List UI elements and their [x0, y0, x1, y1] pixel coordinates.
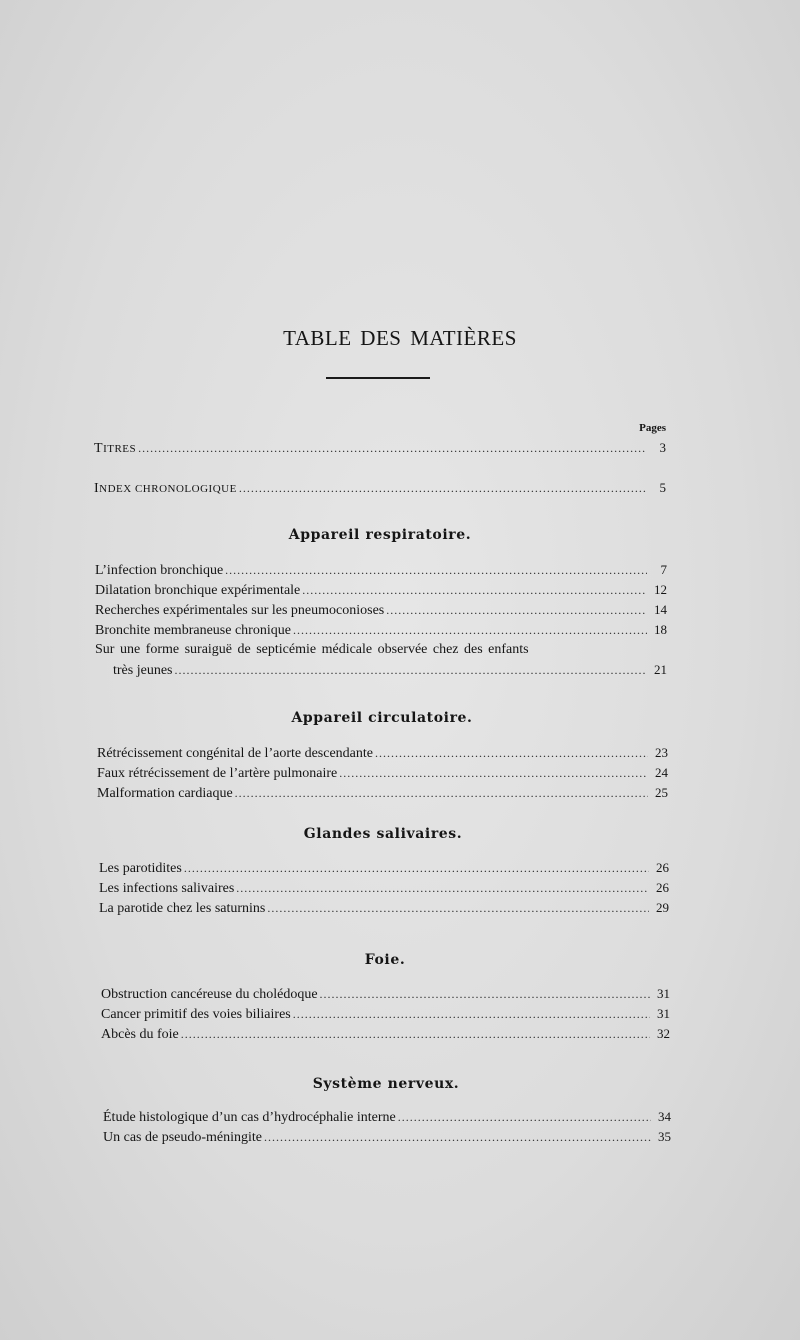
- toc-entry: [97, 743, 668, 763]
- toc-entry-page: 7: [660, 562, 667, 577]
- toc-entry-page: 32: [657, 1026, 670, 1041]
- title-rule: [326, 377, 430, 379]
- toc-entry-label: Bronchite membraneuse chronique: [95, 623, 291, 638]
- toc-leader-dots: [398, 1107, 651, 1127]
- toc-entry-label: Faux rétrécissement de l’artère pulmonaire: [97, 766, 338, 781]
- toc-entry: [99, 898, 669, 918]
- toc-entry: [95, 580, 667, 600]
- toc-entry-page: 18: [654, 622, 667, 637]
- toc-entry: [95, 600, 667, 620]
- toc-entry-label: La parotide chez les saturnins: [99, 901, 266, 916]
- toc-entry-label: Un cas de pseudo-méningite: [103, 1130, 263, 1145]
- toc-entry-label: Abcès du foie: [101, 1027, 179, 1042]
- section-heading-nervous: Système nerveux.: [312, 1076, 460, 1092]
- toc-entry-page: 35: [658, 1129, 671, 1144]
- toc-leader-dots: [302, 580, 647, 600]
- toc-entry-label: Étude histologique d’un cas d’hydrocéphalie interne: [103, 1110, 396, 1125]
- toc-leader-dots: [184, 858, 649, 878]
- section-heading-circulatory: Appareil circulatoire.: [291, 710, 473, 726]
- toc-leader-dots: [239, 478, 646, 498]
- toc-entry-page: 3: [659, 440, 666, 455]
- toc-entry-page: 29: [656, 900, 669, 915]
- toc-entry: [103, 1127, 671, 1147]
- toc-entry-page: 25: [655, 785, 668, 800]
- toc-entry-titres: [94, 438, 666, 458]
- toc-entry-label: Recherches expérimentales sur les pneumoconioses: [95, 603, 385, 618]
- toc-entry-label: TITRES: [94, 441, 137, 456]
- toc-entry: [99, 878, 669, 898]
- toc-entry: [113, 660, 667, 680]
- toc-leader-dots: [236, 878, 649, 898]
- toc-entry-page: 26: [656, 860, 669, 875]
- toc-entry-page: 23: [655, 745, 668, 760]
- toc-leader-dots: [225, 560, 647, 580]
- toc-entry-page: 12: [654, 582, 667, 597]
- toc-leader-dots: [293, 1004, 650, 1024]
- toc-entry-page: 31: [657, 1006, 670, 1021]
- section-heading-liver: Foie.: [364, 952, 406, 968]
- toc-leader-dots: [339, 763, 648, 783]
- pages-column-label: Pages: [639, 422, 666, 434]
- toc-entry-page: 31: [657, 986, 670, 1001]
- toc-leader-dots: [386, 600, 647, 620]
- toc-leader-dots: [375, 743, 648, 763]
- toc-entry: [97, 783, 668, 803]
- toc-leader-dots: [267, 898, 649, 918]
- toc-entry: [95, 620, 667, 640]
- toc-entry: [97, 763, 668, 783]
- toc-entry-label: Cancer primitif des voies biliaires: [101, 1007, 291, 1022]
- toc-leader-dots: [293, 620, 647, 640]
- toc-entry-page: 5: [659, 480, 666, 495]
- toc-entry-label: L’infection bronchique: [95, 563, 224, 578]
- toc-entry-page: 24: [655, 765, 668, 780]
- toc-leader-dots: [235, 783, 648, 803]
- page-title: TABLE DES MATIÈRES: [283, 326, 517, 350]
- toc-entry-page: 14: [654, 602, 667, 617]
- toc-entry-label: Les infections salivaires: [99, 881, 235, 896]
- toc-entry-label: Malformation cardiaque: [97, 786, 233, 801]
- toc-entry-page: 26: [656, 880, 669, 895]
- toc-entry: [101, 984, 670, 1004]
- toc-entry-label: Dilatation bronchique expérimentale: [95, 583, 301, 598]
- toc-leader-dots: [264, 1127, 651, 1147]
- toc-leader-dots: [174, 660, 647, 680]
- toc-leader-dots: [138, 438, 646, 458]
- section-heading-salivary: Glandes salivaires.: [303, 826, 463, 842]
- section-heading-respiratory: Appareil respiratoire.: [288, 527, 472, 543]
- toc-entry-label: INDEX CHRONOLOGIQUE: [94, 481, 237, 496]
- toc-entry-label: très jeunes: [113, 663, 173, 678]
- toc-entry-first-line: Sur une forme suraiguë de septicémie médicale observée chez des enfants: [95, 642, 529, 657]
- toc-entry-page: 34: [658, 1109, 671, 1124]
- toc-entry: [101, 1004, 670, 1024]
- toc-leader-dots: [320, 984, 650, 1004]
- toc-leader-dots: [181, 1024, 650, 1044]
- toc-entry-label: Obstruction cancéreuse du cholédoque: [101, 987, 318, 1002]
- toc-entry-label: Rétrécissement congénital de l’aorte descendante: [97, 746, 373, 761]
- toc-entry: [99, 858, 669, 878]
- toc-entry-index: [94, 478, 666, 498]
- toc-entry: [103, 1107, 671, 1127]
- toc-entry: [95, 560, 667, 580]
- toc-entry: [101, 1024, 670, 1044]
- toc-entry-label: Les parotidites: [99, 861, 182, 876]
- toc-entry-page: 21: [654, 662, 667, 677]
